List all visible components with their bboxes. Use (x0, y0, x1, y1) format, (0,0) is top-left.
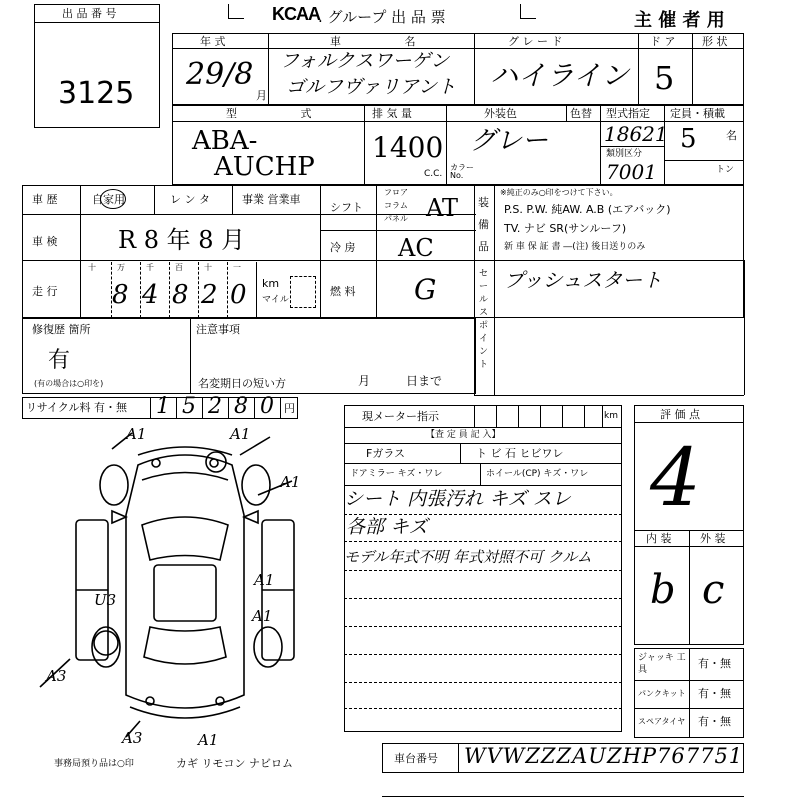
type-label: 型 式 (226, 107, 312, 120)
displacement-value: 1400 (372, 131, 444, 164)
vin-label: 車台番号 (394, 752, 438, 765)
spec-value: 18621 (604, 122, 668, 146)
sales-point-label: セールスポイント (479, 269, 489, 370)
aircon-value: AC (398, 234, 434, 262)
meter-label: 現メーター指示 (362, 410, 439, 423)
type-code-2: AUCHP (214, 152, 315, 182)
exterior-grade: c (702, 567, 725, 613)
repair-month: 月 (358, 374, 371, 388)
equipment-line-3: 新 車 保 証 書 ―(注) 後日送りのみ (504, 242, 646, 252)
year-label: 年 式 (200, 35, 226, 48)
wheel-label: ホイール(CP) キズ・ワレ (486, 469, 589, 479)
damage-mark: A1 (252, 607, 273, 625)
damage-mark: A1 (280, 473, 301, 491)
fuel-label: 燃 料 (330, 285, 356, 298)
exterior-label: 外 装 (700, 532, 726, 545)
spare-value: 有・無 (698, 715, 731, 728)
mirror-label: ドアミラー キズ・ワレ (350, 469, 443, 479)
meter-note: シート 内張汚れ キズ スレ (344, 488, 571, 510)
interior-label: 内 装 (646, 532, 672, 545)
damage-mark: A3 (46, 667, 67, 685)
usage-private[interactable]: 自家用 (92, 193, 125, 206)
lot-number: 3125 (58, 76, 135, 111)
equipment-label: 装備品 (478, 196, 489, 253)
capacity-value: 5 (680, 124, 697, 154)
doors-label: ド ア (650, 35, 676, 48)
damage-mark: A3 (122, 729, 143, 747)
inspection-value: R 8 年 8 月 (118, 226, 246, 254)
jack-value: 有・無 (698, 657, 731, 670)
cc-unit: C.C. (424, 169, 443, 179)
meter-unit: km (604, 411, 618, 421)
year-value: 29/8 (186, 57, 254, 92)
interior-grade: b (650, 567, 676, 613)
mileage-digit: 8 (112, 280, 129, 310)
capacity-label: 定員・積載 (670, 107, 725, 120)
recycle-digit: 2 (208, 394, 222, 419)
color-no-label: カラー No. (450, 163, 474, 180)
brand-logo: KCAA (272, 4, 320, 24)
body-label: 形 状 (702, 35, 728, 48)
glass-items: ト ビ 石 ヒビワレ (476, 447, 564, 460)
mileage-label: 走 行 (32, 285, 58, 298)
model-value: ゴルフヴァリアント (286, 76, 457, 98)
recycle-digit: 1 (156, 394, 170, 419)
maker-value: フォルクスワーゲン (280, 50, 450, 72)
recycle-digit: 0 (260, 394, 274, 419)
group-title: . グループ 出 品 票 (318, 8, 446, 26)
fuel-value: G (414, 273, 437, 306)
usage-circle (100, 189, 126, 209)
class-label: 類別区分 (606, 149, 643, 159)
puncture-value: 有・無 (698, 687, 731, 700)
keys-note: 事務局預り品は○印 (54, 759, 134, 769)
recycle-digit: 8 (234, 394, 248, 419)
recycle-label: リサイクル料 有・無 (26, 401, 127, 414)
equipment-line-2: TV. ナビ SR(サンルーフ) (504, 222, 627, 235)
mileage-headers: 十 万 千 百 十 一 (88, 263, 241, 272)
color-label: 外装色 (484, 107, 517, 120)
spec-label: 型式指定 (606, 107, 650, 120)
class-value: 7001 (606, 160, 657, 184)
recycle-unit: 円 (284, 402, 295, 415)
repair-note: (有の場合は○印を) (34, 379, 104, 388)
shift-floor: フロア (384, 188, 408, 197)
mileage-digit: 4 (142, 280, 159, 310)
ton-unit: トン (716, 165, 735, 175)
keys-items: カギ リモコン ナビロム (176, 757, 293, 770)
capacity-unit: 名 (726, 129, 737, 142)
color-value: グレー (470, 126, 549, 156)
type-code-1: ABA- (192, 126, 258, 156)
repair-value: 有 (48, 348, 71, 373)
equipment-line-1: P.S. P.W. 純AW. A.B (エアバック) (504, 203, 671, 216)
equipment-note: ※純正のみ○印をつけて下さい。 (500, 188, 618, 197)
grade-value: ハイライン (490, 59, 630, 92)
evaluation-label: 評 価 点 (660, 408, 700, 421)
car-diagram (30, 425, 330, 755)
spare-label: スペアタイヤ (638, 717, 686, 726)
damage-mark: A1 (126, 425, 147, 443)
km-unit: km (262, 277, 280, 290)
lot-label: 出 品 番 号 (62, 7, 117, 20)
damage-mark: A1 (230, 425, 251, 443)
usage-rental[interactable]: レ ン タ (170, 193, 210, 206)
mile-unit: マイル (262, 295, 289, 305)
inspection-label: 車 検 (32, 235, 58, 248)
vin-value: WVWZZZAUZHP767751 (464, 744, 744, 768)
jack-label: ジャッキ 工 具 (638, 653, 686, 675)
inspector-label: 【査 定 員 記 入】 (426, 430, 501, 440)
short-name-label: 名変期日の短い方 (198, 377, 286, 390)
sales-point-value: プッシュスタート (504, 268, 663, 292)
evaluation-score: 4 (650, 431, 701, 524)
meter-note: 各部 キズ (346, 516, 428, 538)
puncture-label: パンクキット (638, 689, 686, 698)
repair-label: 修復歴 箇所 (32, 323, 91, 336)
recycle-digit: 5 (182, 394, 196, 419)
aircon-label: 冷 房 (330, 241, 356, 254)
caution-label: 注意事項 (196, 323, 240, 336)
mileage-digit: 2 (201, 280, 218, 310)
mileage-digit: 8 (172, 280, 189, 310)
damage-mark: A1 (198, 731, 219, 749)
shift-panel: パネル (384, 214, 408, 223)
usage-label: 車 歴 (32, 193, 58, 206)
shift-label: シフト (330, 201, 363, 214)
meter-note: モデル年式不明 年式対照不可 クルム (344, 548, 592, 566)
glass-label: Fガラス (366, 447, 405, 460)
month-unit: 月 (256, 89, 267, 102)
doors-value: 5 (654, 59, 675, 97)
usage-business[interactable]: 事業 営業車 (242, 193, 301, 206)
mileage-digit: 0 (230, 280, 247, 310)
shift-column: コラム (384, 201, 408, 210)
displacement-label: 排 気 量 (372, 107, 412, 120)
damage-mark: U3 (94, 591, 117, 609)
grade-label: グ レ ー ド (508, 35, 563, 48)
repair-day: 日まで (406, 374, 443, 388)
name-label: 車 名 (330, 35, 416, 48)
shift-value: AT (426, 194, 459, 222)
color-change-label: 色替 (570, 107, 592, 120)
organizer-label: 主 催 者 用 (634, 10, 725, 31)
damage-mark: A1 (254, 571, 275, 589)
